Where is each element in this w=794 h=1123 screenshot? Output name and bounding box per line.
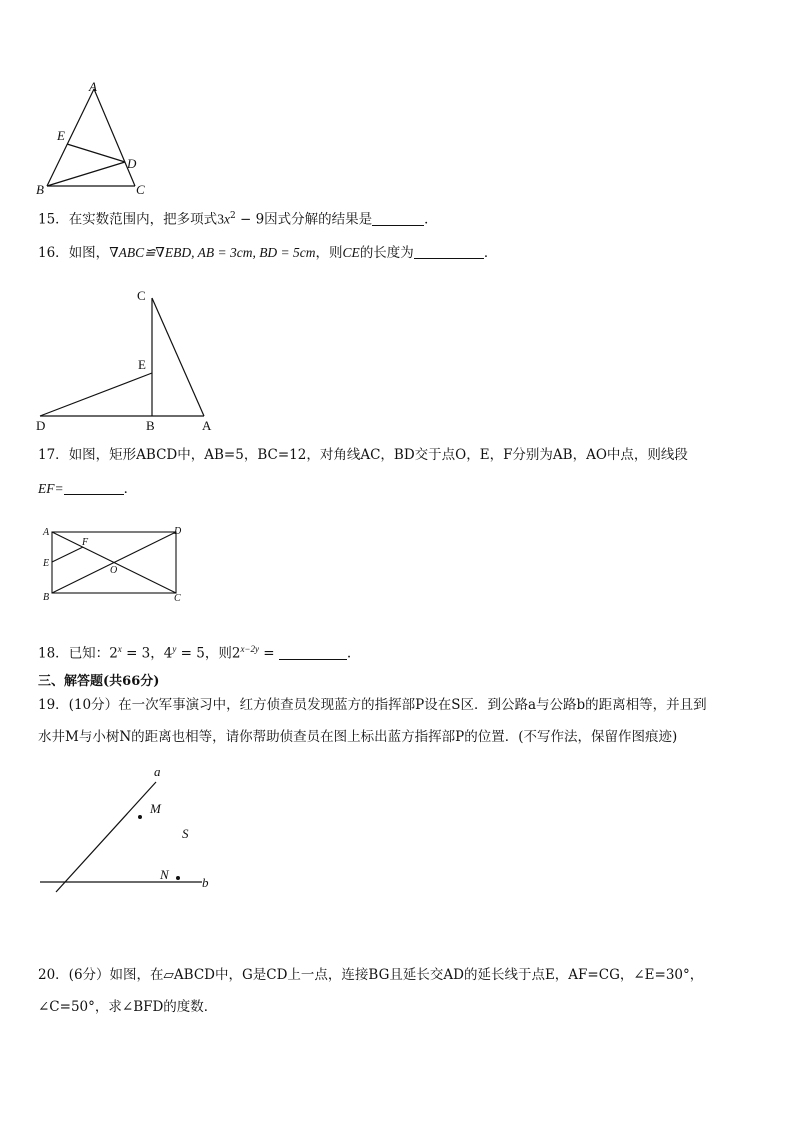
label-c: C <box>174 593 181 604</box>
q18-eq2-exp: y <box>172 644 177 654</box>
q16-end: ． <box>483 245 498 261</box>
label-d: D <box>127 156 137 171</box>
label-f: F <box>82 537 89 548</box>
q15-text-after: 因式分解的结果是 <box>264 211 373 228</box>
q17-ef-label: EF= <box>38 481 64 496</box>
question-20-line2: ∠C=50°，求∠BFD的度数． <box>38 999 218 1015</box>
q15-expr-coef: 3 <box>217 211 224 227</box>
q16-answer-blank[interactable] <box>414 244 484 259</box>
q15-expr-rest: − 9 <box>235 211 265 228</box>
q18-eq2-rhs: = 5，则 <box>176 645 232 662</box>
label-a: A <box>43 527 50 538</box>
q18-number: 18． <box>38 645 69 662</box>
q17-number: 17． <box>38 447 69 463</box>
label-e: E <box>138 357 146 372</box>
label-o: O <box>110 565 118 576</box>
q17-answer-blank[interactable] <box>64 480 124 495</box>
label-b: B <box>146 418 155 433</box>
q15-end: ． <box>424 211 438 228</box>
question-17-line2 <box>38 479 137 499</box>
q16-math: ∇ABC≌∇EBD, AB = 3cm, BD = 5cm <box>109 245 316 260</box>
well-m-dot <box>138 815 142 819</box>
question-20-line1: 20．(6分）如图，在▱ABCD中，G是CD上一点，连接BG且延长交AD的延长线于点E，AF=CG，∠E=30°， <box>38 967 704 983</box>
q18-eq2-base: 4 <box>163 645 173 662</box>
figure-roads-ab <box>36 760 226 900</box>
q18-eq3-base: 2 <box>231 645 241 662</box>
q15-text-before: 在实数范围内，把多项式 <box>68 211 218 228</box>
q17-end: ． <box>123 481 138 497</box>
label-n: N <box>160 867 169 882</box>
label-b: B <box>36 182 44 197</box>
label-a: A <box>89 79 97 94</box>
tree-n-dot <box>176 876 180 880</box>
label-b: B <box>43 592 50 603</box>
q16-text-mid: ，则 <box>315 245 343 261</box>
question-19-line1: 19．(10分）在一次军事演习中，红方侦查员发现蓝方的指挥部P设在S区．到公路a与公路b的距离相等，并且到 <box>38 697 707 713</box>
label-d: D <box>174 526 182 537</box>
q16-text-after: 的长度为 <box>359 245 414 261</box>
q18-eq3-exp: x−2y <box>240 644 259 654</box>
label-e: E <box>57 128 65 143</box>
figure-triangle-abc <box>30 78 150 198</box>
label-e: E <box>43 558 50 569</box>
q15-expr-exp: 2 <box>229 211 236 221</box>
figure-triangles-cbe <box>30 284 220 434</box>
figure-rectangle-abcd <box>38 522 188 606</box>
q16-number: 16． <box>38 245 69 261</box>
question-19-line2: 水井M与小树N的距离也相等，请你帮助侦查员在图上标出蓝方指挥部P的位置．(不写作法，保留作图痕迹) <box>38 729 678 745</box>
q15-answer-blank[interactable] <box>372 211 424 226</box>
q15-expr-var: x <box>223 211 230 227</box>
question-16 <box>38 243 497 263</box>
question-17 <box>38 445 688 465</box>
q16-text-before: 如图， <box>68 245 110 261</box>
question-18 <box>38 639 351 664</box>
label-a: A <box>202 418 212 433</box>
question-15 <box>38 206 438 230</box>
q18-eq1-exp: x <box>117 644 122 654</box>
label-road-a: a <box>154 764 161 779</box>
label-c: C <box>136 182 145 197</box>
q17-line1: 如图，矩形ABCD中，AB=5，BC=12，对角线AC，BD交于点O，E，F分别为AB，AO中点，则线段 <box>68 447 688 463</box>
label-d: D <box>36 418 46 433</box>
q18-eq1-rhs: = 3， <box>121 645 164 662</box>
label-road-b: b <box>202 875 209 890</box>
q18-answer-blank[interactable] <box>279 645 347 660</box>
label-c: C <box>137 288 146 303</box>
q18-end: . <box>346 645 352 662</box>
q15-number: 15． <box>38 211 69 228</box>
section-title: 三、解答题(共66分) <box>38 674 160 689</box>
q18-eq1-base: 2 <box>109 645 118 662</box>
q18-text-before: 已知： <box>68 645 110 662</box>
label-s: S <box>182 826 189 841</box>
label-m: M <box>150 801 161 816</box>
q16-target: CE <box>342 245 360 260</box>
q18-eq3-rhs: = <box>259 645 279 662</box>
